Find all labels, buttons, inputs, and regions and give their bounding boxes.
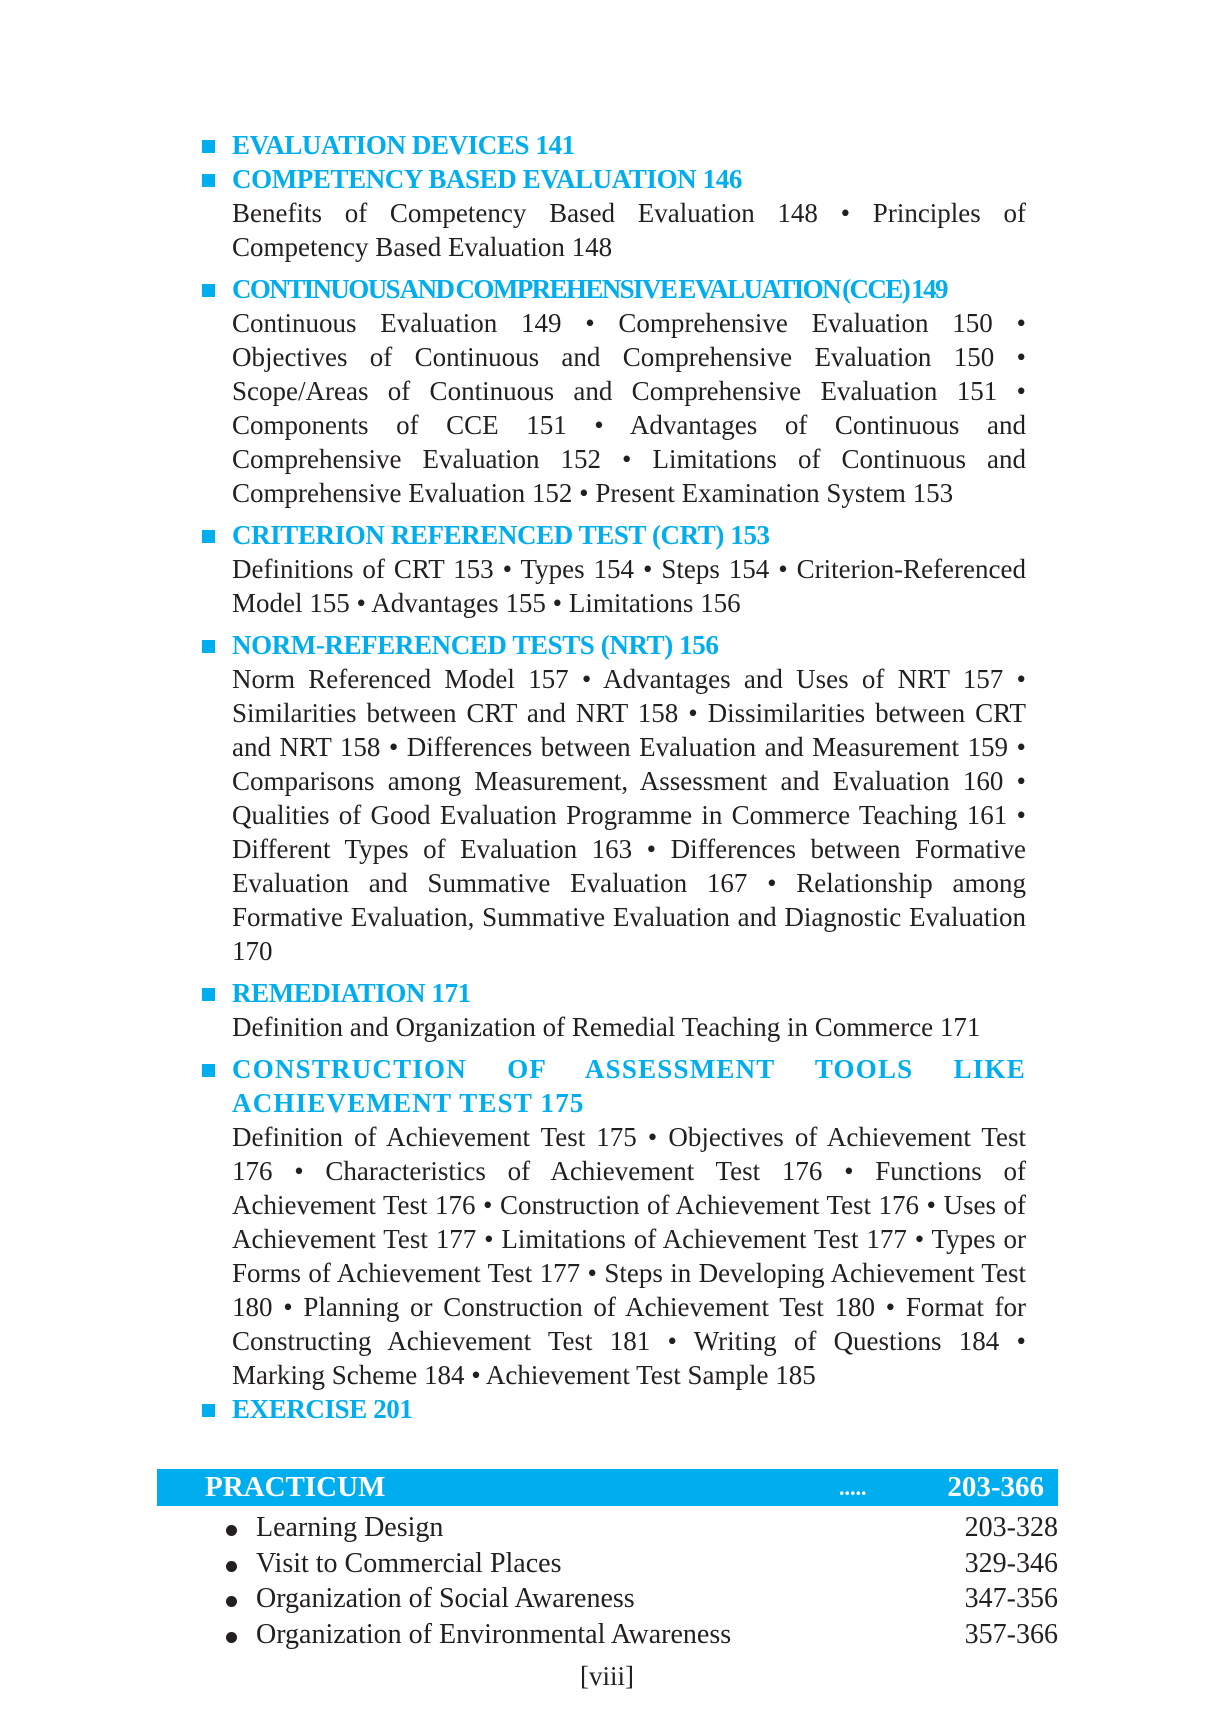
section-subtopics: Continuous Evaluation 149 • Comprehensive Evaluation 150 • Objectives of Continuous and Comprehensive Evaluation 150 • Scope/Areas of Continuous and Comprehensive Evaluation 151 • Components of CCE 151 • Advantages of Continuous and Comprehensive Evaluation 152 • Limitations of Continuous and Comprehensive Evaluation 152 • Present Examination System 153 <box>232 308 1026 508</box>
practicum-item-label: Learning Design <box>256 1512 444 1543</box>
section-heading-text: EXERCISE 201 <box>232 1394 413 1424</box>
toc-section-competency-based-evaluation <box>196 162 1026 264</box>
section-subtopics: Definition and Organization of Remedial Teaching in Commerce 171 <box>232 1012 981 1042</box>
practicum-item-pages: 347-356 <box>964 1583 1058 1614</box>
section-heading <box>196 518 1026 552</box>
practicum-item-pages: 329-346 <box>964 1547 1058 1579</box>
practicum-list <box>222 1510 1058 1652</box>
section-subtopics: Benefits of Competency Based Evaluation 148 • Principles of Competency Based Evaluation 148 <box>232 198 1026 262</box>
round-bullet-icon <box>226 1632 237 1643</box>
section-subtopics: Definitions of CRT 153 • Types 154 • Steps 154 • Criterion-Referenced Model 155 • Advantages 155 • Limitations 156 <box>232 554 1026 618</box>
list-item <box>222 1510 1058 1546</box>
square-bullet-icon <box>202 988 215 1001</box>
square-bullet-icon <box>202 1404 215 1417</box>
practicum-banner <box>157 1469 1058 1506</box>
toc-section-nrt <box>196 628 1026 968</box>
section-heading <box>196 1052 1026 1120</box>
practicum-item-label: Visit to Commercial Places <box>256 1547 562 1579</box>
section-heading <box>196 976 1026 1010</box>
list-item <box>222 1581 1058 1617</box>
section-heading-text: CONTINUOUS AND COMPREHENSIVE EVALUATION (CCE) 149 <box>232 274 947 304</box>
round-bullet-icon <box>226 1561 237 1572</box>
square-bullet-icon <box>202 284 215 297</box>
toc-section-achievement-test <box>196 1052 1026 1392</box>
toc-section-evaluation-devices <box>196 128 1026 162</box>
section-heading-text: COMPETENCY BASED EVALUATION 146 <box>232 164 742 194</box>
dot-leader: ..... <box>839 1475 867 1500</box>
section-heading-text: CONSTRUCTION OF ASSESSMENT TOOLS LIKE ACHIEVEMENT TEST 175 <box>232 1054 1026 1118</box>
square-bullet-icon <box>202 640 215 653</box>
section-heading <box>196 162 1026 196</box>
round-bullet-icon <box>226 1525 237 1536</box>
list-item <box>222 1617 1058 1653</box>
section-heading-text: NORM-REFERENCED TESTS (NRT) 156 <box>232 630 719 660</box>
section-subtopics: Norm Referenced Model 157 • Advantages and Uses of NRT 157 • Similarities between CRT and NRT 158 • Dissimilarities between CRT and NRT 158 • Differences between Evaluation and Measurement 159 • Comparisons among Measurement, Assessment and Evaluation 160 • Qualities of Good Evaluation Programme in Commerce Teaching 161 • Different Types of Evaluation 163 • Differences between Formative Evaluation and Summative Evaluation 167 • Relationship among Formative Evaluation, Summative Evaluation and Diagnostic Evaluation 170 <box>232 664 1026 966</box>
table-of-contents <box>196 128 1026 1434</box>
section-heading-text: REMEDIATION 171 <box>232 978 471 1008</box>
practicum-item-pages: 203-328 <box>964 1512 1058 1543</box>
square-bullet-icon <box>202 1064 215 1077</box>
list-item <box>222 1546 1058 1582</box>
practicum-item-label: Organization of Environmental Awareness <box>256 1618 732 1650</box>
section-heading <box>196 128 1026 162</box>
square-bullet-icon <box>202 174 215 187</box>
section-heading <box>196 1392 1026 1426</box>
section-subtopics: Definition of Achievement Test 175 • Objectives of Achievement Test 176 • Characteristics of Achievement Test 176 • Functions of Achievement Test 176 • Construction of Achievement Test 176 • Uses of Achievement Test 177 • Limitations of Achievement Test 177 • Types or Forms of Achievement Test 177 • Steps in Developing Achievement Test 180 • Planning or Construction of Achievement Test 180 • Format for Constructing Achievement Test 181 • Writing of Questions 184 • Marking Scheme 184 • Achievement Test Sample 185 <box>232 1122 1026 1390</box>
round-bullet-icon <box>226 1596 237 1607</box>
toc-section-cce <box>196 272 1026 510</box>
toc-section-remediation <box>196 976 1026 1044</box>
section-heading <box>196 628 1026 662</box>
toc-section-exercise <box>196 1392 1026 1426</box>
toc-section-crt <box>196 518 1026 620</box>
square-bullet-icon <box>202 530 215 543</box>
practicum-page-range: 203-366 <box>947 1471 1044 1503</box>
page-number: [viii] <box>580 1661 634 1691</box>
section-heading <box>196 272 1026 306</box>
section-heading-text: EVALUATION DEVICES 141 <box>232 130 575 160</box>
practicum-item-label: Organization of Social Awareness <box>256 1583 635 1614</box>
practicum-item-pages: 357-366 <box>964 1618 1058 1650</box>
section-heading-text: CRITERION REFERENCED TEST (CRT) 153 <box>232 520 770 550</box>
practicum-title: PRACTICUM <box>205 1471 386 1503</box>
square-bullet-icon <box>202 140 215 153</box>
